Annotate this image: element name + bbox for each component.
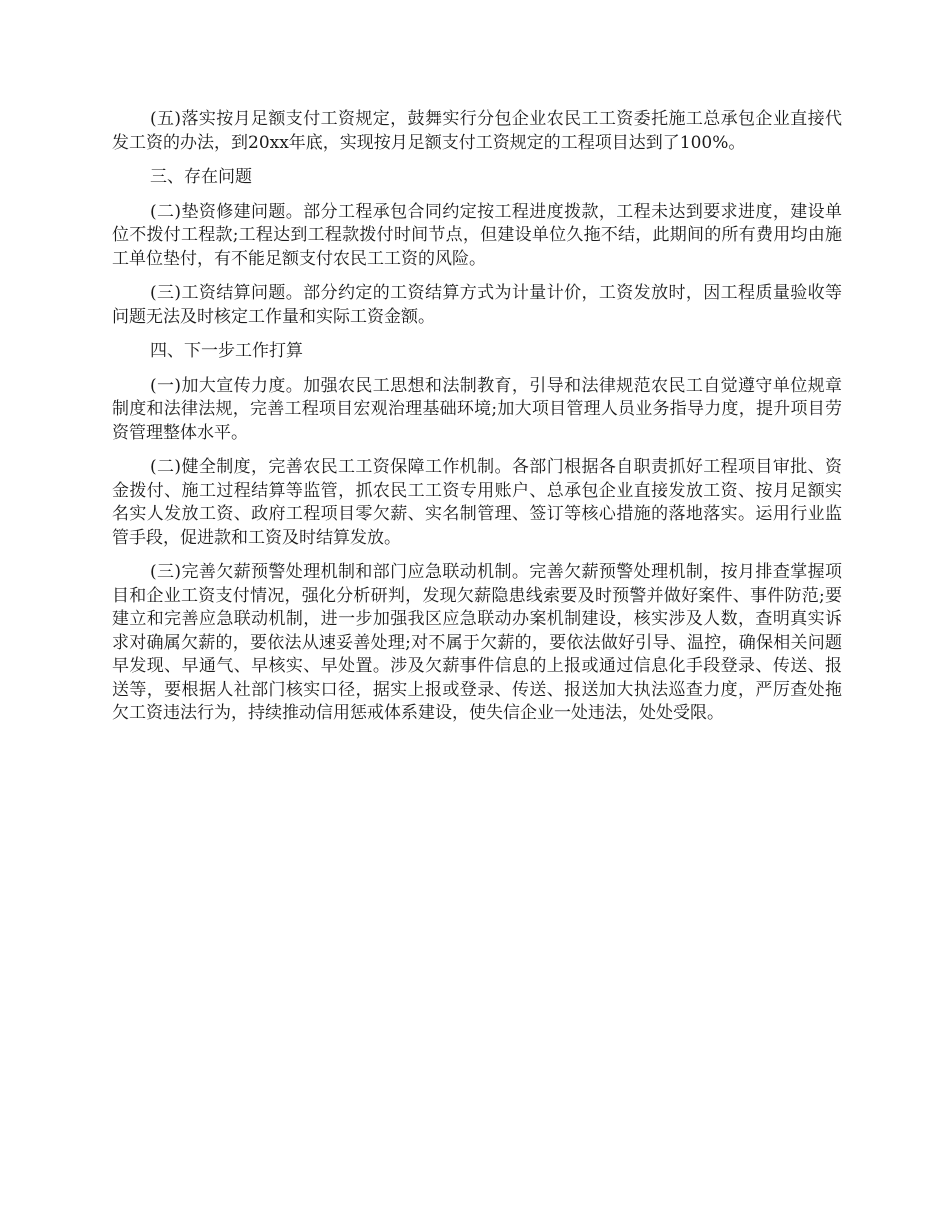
paragraph-system-improvement: (二)健全制度，完善农民工工资保障工作机制。各部门根据各自职责抓好工程项目审批、资金拨付、施工过程结算等监管，抓农民工工资专用账户、总承包企业直接发放工资、按月足额实名实人发放工资、政府工程项目零欠薪、实名制管理、签订等核心措施的落地落实。运用行业监管手段，促进款和工资及时结算发放。: [112, 457, 842, 548]
paragraph-wage-payment-rule: (五)落实按月足额支付工资规定，鼓舞实行分包企业农民工工资委托施工总承包企业直接代发工资的办法，到20xx年底，实现按月足额支付工资规定的工程项目达到了100%。: [112, 109, 842, 153]
paragraph-publicity: (一)加大宣传力度。加强农民工思想和法制教育，引导和法律规范农民工自觉遵守单位规章制度和法律法规，完善工程项目宏观治理基础环境;加大项目管理人员业务指导力度，提升项目劳资管理整体水平。: [112, 375, 842, 443]
paragraph-early-warning: (三)完善欠薪预警处理机制和部门应急联动机制。完善欠薪预警处理机制，按月排查掌握项目和企业工资支付情况，强化分析研判，发现欠薪隐患线索要及时预警并做好案件、事件防范;要建立和完善应急联动机制，进一步加强我区应急联动办案机制建设，核实涉及人数，查明真实诉求对确属欠薪的，要依法从速妥善处理;对不属于欠薪的，要依法做好引导、温控，确保相关问题早发现、早通气、早核实、早处置。涉及欠薪事件信息的上报或通过信息化手段登录、传送、报送等，要根据人社部门核实口径，据实上报或登录、传送、报送加大执法巡查力度，严厉查处拖欠工资违法行为，持续推动信用惩戒体系建设，使失信企业一处违法，处处受限。: [112, 562, 842, 723]
section-heading-existing-problems: 三、存在问题: [150, 167, 252, 187]
paragraph-wage-settlement-issue: (三)工资结算问题。部分约定的工资结算方式为计量计价，工资发放时，因工程质量验收等问题无法及时核定工作量和实际工资金额。: [112, 283, 842, 327]
document-body: [112, 108, 842, 737]
section-heading-next-steps: 四、下一步工作打算: [150, 341, 303, 361]
paragraph-advance-funding-issue: (二)垫资修建问题。部分工程承包合同约定按工程进度拨款，工程未达到要求进度，建设单位不拨付工程款;工程达到工程款拨付时间节点，但建设单位久拖不结，此期间的所有费用均由施工单位垫付，有不能足额支付农民工工资的风险。: [112, 201, 842, 269]
